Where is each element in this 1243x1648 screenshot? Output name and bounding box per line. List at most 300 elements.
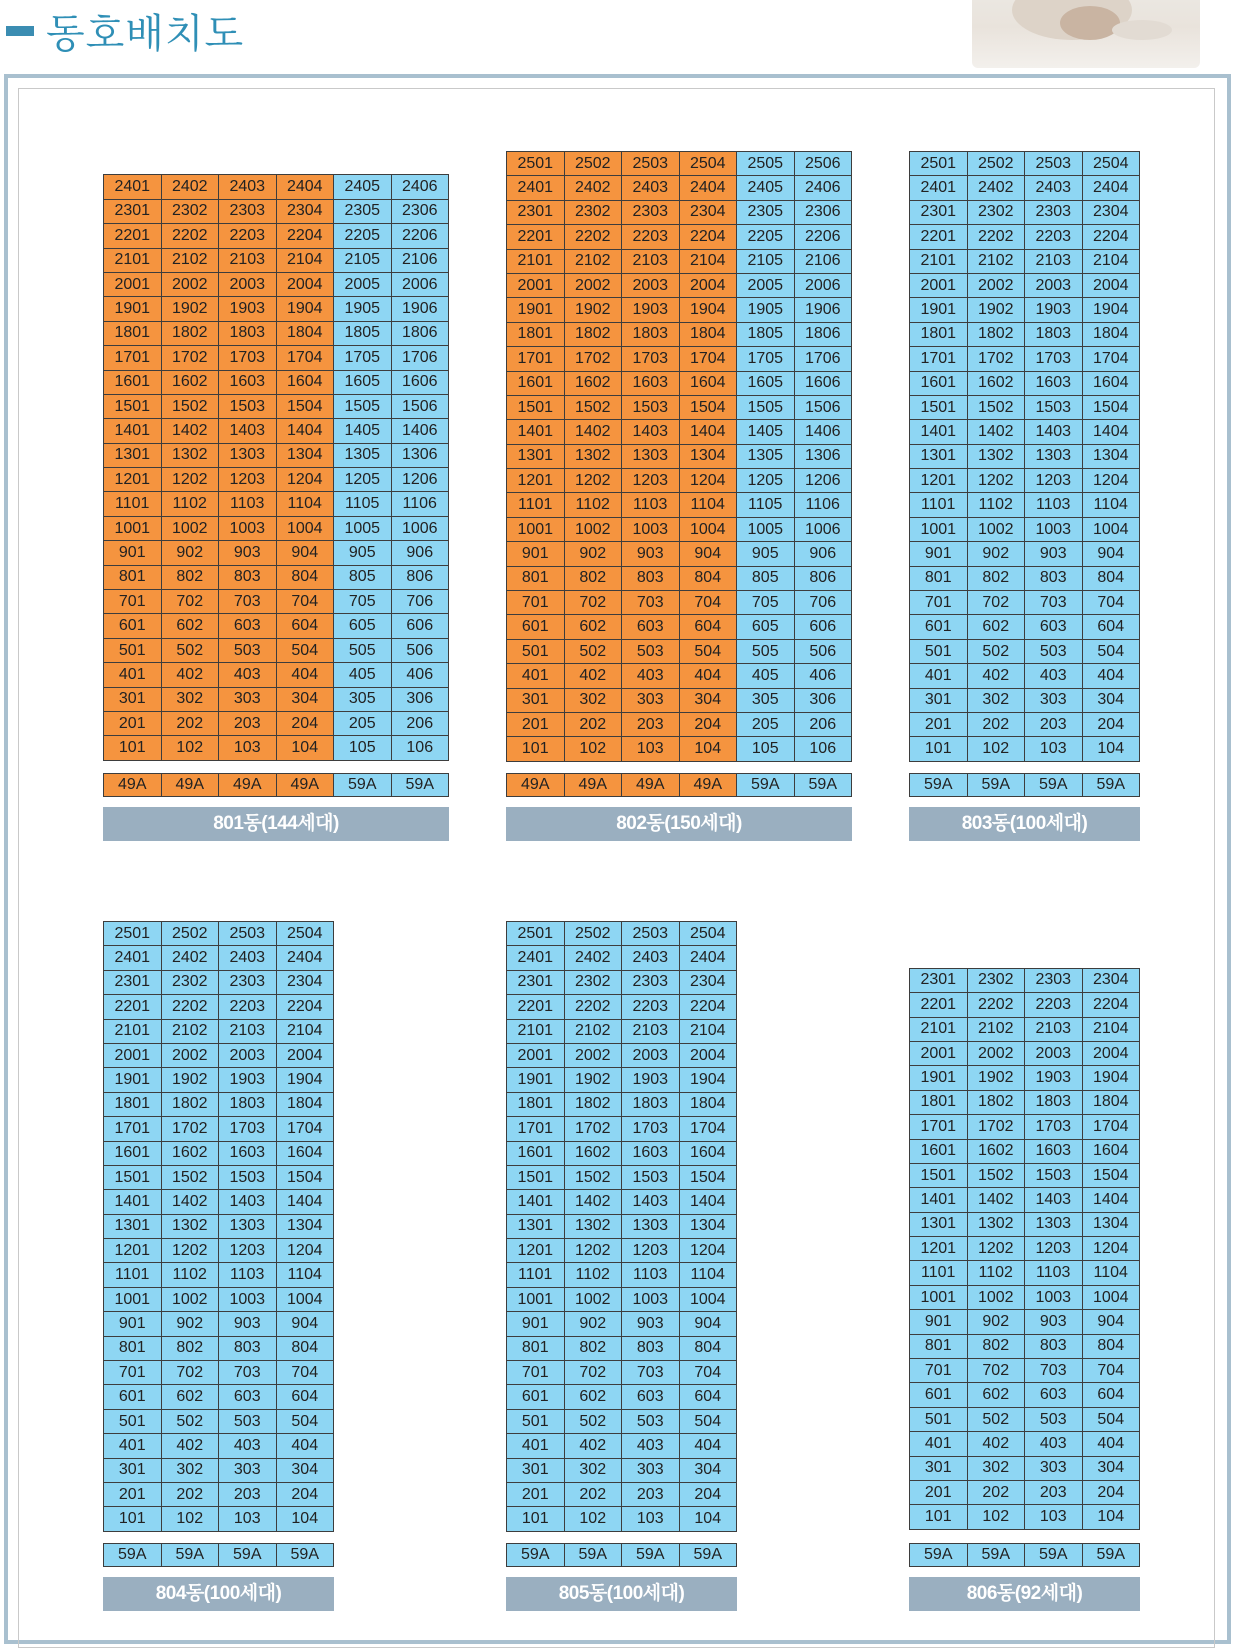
unit-cell: 303 bbox=[1025, 688, 1083, 712]
unit-cell: 802 bbox=[161, 1336, 219, 1360]
unit-cell: 1604 bbox=[1082, 1139, 1140, 1163]
unit-cell: 2004 bbox=[1082, 1041, 1140, 1065]
unit-cell: 1306 bbox=[794, 444, 852, 468]
unit-cell: 2402 bbox=[161, 175, 219, 199]
floor-row bbox=[910, 298, 1140, 322]
floor-row bbox=[910, 395, 1140, 419]
unit-cell: 1405 bbox=[737, 420, 795, 444]
unit-cell: 302 bbox=[161, 1458, 219, 1482]
unit-cell: 1702 bbox=[967, 1115, 1025, 1139]
unit-cell: 504 bbox=[1082, 639, 1140, 663]
unit-cell: 503 bbox=[622, 639, 680, 663]
unit-cell: 1104 bbox=[1082, 1261, 1140, 1285]
unit-cell: 406 bbox=[794, 664, 852, 688]
unit-cell: 1302 bbox=[967, 1212, 1025, 1236]
unit-cell: 503 bbox=[622, 1409, 680, 1433]
unit-cell: 1106 bbox=[794, 493, 852, 517]
unit-cell: 2405 bbox=[334, 175, 392, 199]
unit-cell: 1403 bbox=[219, 1190, 277, 1214]
floor-row bbox=[104, 1019, 334, 1043]
unit-cell: 1502 bbox=[967, 395, 1025, 419]
unit-cell: 2301 bbox=[104, 970, 162, 994]
unit-cell: 1501 bbox=[910, 1163, 968, 1187]
floor-row bbox=[507, 1458, 737, 1482]
unit-cell: 2201 bbox=[104, 224, 162, 248]
floor-row bbox=[104, 199, 449, 223]
unit-cell: 1401 bbox=[104, 1190, 162, 1214]
unit-grid bbox=[506, 921, 737, 1532]
unit-cell: 1801 bbox=[507, 1092, 565, 1116]
unit-cell: 406 bbox=[391, 663, 449, 687]
unit-type-cell: 59A bbox=[622, 1544, 680, 1567]
unit-cell: 1106 bbox=[391, 492, 449, 516]
unit-cell: 401 bbox=[910, 1432, 968, 1456]
unit-cell: 803 bbox=[1025, 566, 1083, 590]
floor-row bbox=[910, 1261, 1140, 1285]
unit-cell: 2301 bbox=[910, 200, 968, 224]
unit-cell: 706 bbox=[391, 590, 449, 614]
unit-cell: 802 bbox=[564, 566, 622, 590]
floor-row bbox=[910, 566, 1140, 590]
empty-cell bbox=[334, 151, 392, 175]
floor-row bbox=[507, 152, 852, 176]
unit-cell: 404 bbox=[1082, 664, 1140, 688]
unit-cell: 405 bbox=[334, 663, 392, 687]
unit-cell: 1704 bbox=[679, 347, 737, 371]
floor-row bbox=[910, 493, 1140, 517]
unit-cell: 701 bbox=[507, 591, 565, 615]
unit-type-cell: 49A bbox=[219, 774, 277, 797]
unit-cell: 206 bbox=[794, 712, 852, 736]
unit-cell: 904 bbox=[1082, 1310, 1140, 1334]
unit-cell: 2205 bbox=[334, 224, 392, 248]
unit-cell: 1301 bbox=[507, 1214, 565, 1238]
unit-cell: 1903 bbox=[1025, 1066, 1083, 1090]
unit-cell: 2403 bbox=[622, 946, 680, 970]
unit-cell: 1505 bbox=[737, 395, 795, 419]
unit-cell: 1801 bbox=[104, 321, 162, 345]
floor-row bbox=[104, 1239, 334, 1263]
floor-row bbox=[104, 272, 449, 296]
unit-cell: 2506 bbox=[794, 152, 852, 176]
unit-cell: 803 bbox=[622, 1336, 680, 1360]
unit-cell: 2302 bbox=[967, 200, 1025, 224]
unit-type-cell: 59A bbox=[564, 1544, 622, 1567]
unit-cell: 1204 bbox=[1082, 1237, 1140, 1261]
unit-cell: 1004 bbox=[276, 1287, 334, 1311]
unit-cell: 2005 bbox=[334, 272, 392, 296]
unit-cell: 2301 bbox=[507, 200, 565, 224]
unit-cell: 803 bbox=[219, 1336, 277, 1360]
unit-cell: 404 bbox=[1082, 1432, 1140, 1456]
floor-row bbox=[104, 1458, 334, 1482]
page-title: 동호배치도 bbox=[46, 11, 245, 57]
unit-cell: 2501 bbox=[910, 152, 968, 176]
unit-cell: 2401 bbox=[104, 946, 162, 970]
floor-row bbox=[507, 946, 737, 970]
unit-cell: 1804 bbox=[276, 321, 334, 345]
unit-cell: 2303 bbox=[219, 970, 277, 994]
unit-cell: 602 bbox=[161, 1385, 219, 1409]
floor-row bbox=[910, 347, 1140, 371]
unit-cell: 2104 bbox=[679, 249, 737, 273]
unit-cell: 1301 bbox=[910, 1212, 968, 1236]
unit-cell: 801 bbox=[104, 565, 162, 589]
title-marker bbox=[6, 26, 34, 36]
unit-cell: 1203 bbox=[219, 1239, 277, 1263]
unit-cell: 2104 bbox=[276, 1019, 334, 1043]
floor-row bbox=[910, 225, 1140, 249]
unit-cell: 203 bbox=[1025, 1480, 1083, 1504]
floor-row bbox=[104, 443, 449, 467]
unit-cell: 2304 bbox=[679, 200, 737, 224]
unit-cell: 806 bbox=[391, 565, 449, 589]
unit-cell: 1102 bbox=[564, 493, 622, 517]
unit-cell: 1306 bbox=[391, 443, 449, 467]
floor-row bbox=[507, 249, 852, 273]
unit-cell: 606 bbox=[794, 615, 852, 639]
unit-cell: 2302 bbox=[564, 200, 622, 224]
unit-cell: 1703 bbox=[622, 347, 680, 371]
unit-cell: 1704 bbox=[276, 1117, 334, 1141]
unit-cell: 1601 bbox=[507, 1141, 565, 1165]
floor-row bbox=[910, 517, 1140, 541]
unit-cell: 805 bbox=[334, 565, 392, 589]
unit-cell: 2505 bbox=[737, 152, 795, 176]
unit-cell: 1901 bbox=[104, 1068, 162, 1092]
unit-cell: 1406 bbox=[391, 419, 449, 443]
unit-cell: 704 bbox=[679, 591, 737, 615]
unit-cell: 204 bbox=[276, 711, 334, 735]
unit-cell: 1403 bbox=[622, 420, 680, 444]
floor-row bbox=[507, 1507, 737, 1531]
unit-cell: 2304 bbox=[679, 970, 737, 994]
unit-cell: 1201 bbox=[910, 1237, 968, 1261]
unit-cell: 104 bbox=[276, 736, 334, 760]
unit-cell: 2502 bbox=[564, 152, 622, 176]
unit-cell: 2203 bbox=[622, 995, 680, 1019]
unit-cell: 1003 bbox=[622, 517, 680, 541]
unit-cell: 1406 bbox=[794, 420, 852, 444]
unit-cell: 701 bbox=[507, 1361, 565, 1385]
unit-cell: 2206 bbox=[794, 225, 852, 249]
unit-cell: 404 bbox=[276, 1434, 334, 1458]
unit-cell: 1404 bbox=[276, 419, 334, 443]
unit-cell: 1803 bbox=[219, 321, 277, 345]
unit-cell: 1002 bbox=[967, 517, 1025, 541]
unit-cell: 2202 bbox=[564, 225, 622, 249]
unit-cell: 1902 bbox=[564, 1068, 622, 1092]
unit-cell: 402 bbox=[161, 663, 219, 687]
unit-cell: 2301 bbox=[507, 970, 565, 994]
unit-cell: 1903 bbox=[622, 298, 680, 322]
floor-row bbox=[507, 664, 852, 688]
unit-cell: 1705 bbox=[737, 347, 795, 371]
unit-type-cell: 59A bbox=[1082, 774, 1140, 797]
unit-cell: 2302 bbox=[161, 199, 219, 223]
unit-cell: 101 bbox=[507, 1507, 565, 1531]
unit-cell: 2304 bbox=[1082, 200, 1140, 224]
unit-cell: 2003 bbox=[1025, 273, 1083, 297]
floor-row bbox=[104, 1312, 334, 1336]
unit-cell: 801 bbox=[910, 1334, 968, 1358]
unit-cell: 701 bbox=[104, 1361, 162, 1385]
unit-cell: 2106 bbox=[794, 249, 852, 273]
unit-cell: 1602 bbox=[967, 1139, 1025, 1163]
unit-cell: 2401 bbox=[507, 946, 565, 970]
unit-cell: 1304 bbox=[1082, 1212, 1140, 1236]
unit-cell: 202 bbox=[161, 711, 219, 735]
unit-type-cell: 49A bbox=[679, 774, 737, 797]
unit-cell: 1104 bbox=[679, 493, 737, 517]
unit-cell: 1503 bbox=[1025, 395, 1083, 419]
unit-cell: 1004 bbox=[1082, 1285, 1140, 1309]
unit-type-cell: 49A bbox=[564, 774, 622, 797]
floor-row bbox=[104, 1361, 334, 1385]
unit-cell: 1602 bbox=[564, 371, 622, 395]
unit-cell: 2203 bbox=[219, 995, 277, 1019]
unit-cell: 2004 bbox=[276, 1043, 334, 1067]
unit-cell: 802 bbox=[161, 565, 219, 589]
unit-cell: 306 bbox=[794, 688, 852, 712]
unit-cell: 1104 bbox=[276, 1263, 334, 1287]
unit-cell: 601 bbox=[507, 615, 565, 639]
empty-cell bbox=[1082, 944, 1140, 968]
unit-cell: 103 bbox=[622, 1507, 680, 1531]
floor-row bbox=[910, 1212, 1140, 1236]
unit-cell: 606 bbox=[391, 614, 449, 638]
unit-cell: 1704 bbox=[1082, 1115, 1140, 1139]
unit-cell: 701 bbox=[910, 591, 968, 615]
unit-cell: 1004 bbox=[276, 516, 334, 540]
unit-cell: 504 bbox=[276, 638, 334, 662]
unit-cell: 1802 bbox=[161, 321, 219, 345]
floor-row bbox=[104, 224, 449, 248]
unit-cell: 2502 bbox=[161, 922, 219, 946]
unit-cell: 2304 bbox=[276, 970, 334, 994]
unit-cell: 1606 bbox=[794, 371, 852, 395]
unit-cell: 2504 bbox=[1082, 152, 1140, 176]
floor-row bbox=[507, 225, 852, 249]
floor-row bbox=[104, 1434, 334, 1458]
floor-row bbox=[507, 517, 852, 541]
unit-cell: 1701 bbox=[507, 347, 565, 371]
unit-cell: 2404 bbox=[276, 946, 334, 970]
unit-cell: 1401 bbox=[507, 420, 565, 444]
unit-cell: 902 bbox=[564, 1312, 622, 1336]
unit-cell: 502 bbox=[967, 639, 1025, 663]
unit-cell: 202 bbox=[161, 1482, 219, 1506]
unit-cell: 1804 bbox=[1082, 322, 1140, 346]
unit-cell: 1101 bbox=[910, 493, 968, 517]
unit-cell: 1404 bbox=[276, 1190, 334, 1214]
floor-row bbox=[104, 248, 449, 272]
unit-cell: 1401 bbox=[910, 420, 968, 444]
unit-cell: 1802 bbox=[967, 322, 1025, 346]
floor-row bbox=[507, 1482, 737, 1506]
unit-cell: 104 bbox=[1082, 737, 1140, 761]
floor-row bbox=[104, 663, 449, 687]
unit-cell: 2404 bbox=[679, 176, 737, 200]
unit-cell: 1001 bbox=[507, 517, 565, 541]
floor-row bbox=[104, 1507, 334, 1531]
unit-cell: 204 bbox=[1082, 712, 1140, 736]
floor-row bbox=[104, 1190, 334, 1214]
floor-row bbox=[104, 946, 334, 970]
unit-cell: 2003 bbox=[622, 273, 680, 297]
unit-cell: 1603 bbox=[1025, 371, 1083, 395]
floor-row bbox=[104, 922, 334, 946]
floor-row bbox=[104, 1043, 334, 1067]
floor-row bbox=[104, 297, 449, 321]
unit-cell: 704 bbox=[1082, 1359, 1140, 1383]
unit-cell: 1203 bbox=[1025, 469, 1083, 493]
unit-cell: 2401 bbox=[104, 175, 162, 199]
unit-cell: 502 bbox=[161, 1409, 219, 1433]
unit-cell: 2202 bbox=[967, 993, 1025, 1017]
unit-cell: 803 bbox=[1025, 1334, 1083, 1358]
floor-row bbox=[507, 1043, 737, 1067]
unit-cell: 705 bbox=[737, 591, 795, 615]
unit-cell: 1405 bbox=[334, 419, 392, 443]
unit-cell: 403 bbox=[622, 664, 680, 688]
unit-cell: 1602 bbox=[161, 370, 219, 394]
unit-cell: 501 bbox=[507, 1409, 565, 1433]
empty-cell bbox=[1025, 921, 1083, 944]
floor-row bbox=[104, 1214, 334, 1238]
floor-row bbox=[507, 1141, 737, 1165]
unit-cell: 2103 bbox=[219, 248, 277, 272]
unit-cell: 601 bbox=[910, 1383, 968, 1407]
unit-cell: 302 bbox=[564, 688, 622, 712]
unit-cell: 301 bbox=[507, 1458, 565, 1482]
unit-cell: 2504 bbox=[679, 922, 737, 946]
building-label: 806동(92세대) bbox=[909, 1577, 1140, 1611]
unit-cell: 904 bbox=[1082, 542, 1140, 566]
unit-type-cell: 59A bbox=[276, 1544, 334, 1567]
unit-cell: 304 bbox=[1082, 1456, 1140, 1480]
unit-cell: 1701 bbox=[104, 1117, 162, 1141]
unit-cell: 305 bbox=[737, 688, 795, 712]
floor-row bbox=[910, 200, 1140, 224]
unit-cell: 303 bbox=[219, 1458, 277, 1482]
unit-type-cell: 59A bbox=[679, 1544, 737, 1567]
unit-cell: 603 bbox=[622, 1385, 680, 1409]
floor-row bbox=[910, 1115, 1140, 1139]
floor-row bbox=[910, 615, 1140, 639]
floor-row bbox=[910, 444, 1140, 468]
building-803 bbox=[909, 151, 1140, 834]
floor-row bbox=[910, 1163, 1140, 1187]
unit-cell: 2106 bbox=[391, 248, 449, 272]
floor-row bbox=[104, 995, 334, 1019]
floor-row bbox=[507, 395, 852, 419]
floor-row bbox=[910, 921, 1140, 944]
unit-type-row bbox=[506, 1543, 737, 1567]
unit-cell: 604 bbox=[276, 1385, 334, 1409]
unit-cell: 1404 bbox=[1082, 1188, 1140, 1212]
building-label: 802동(150세대) bbox=[506, 807, 852, 841]
unit-cell: 801 bbox=[104, 1336, 162, 1360]
unit-cell: 1002 bbox=[564, 1287, 622, 1311]
unit-cell: 1304 bbox=[679, 444, 737, 468]
unit-cell: 302 bbox=[161, 687, 219, 711]
floor-row bbox=[910, 968, 1140, 992]
unit-cell: 2204 bbox=[679, 225, 737, 249]
unit-cell: 1002 bbox=[161, 1287, 219, 1311]
unit-cell: 1802 bbox=[967, 1090, 1025, 1114]
unit-cell: 2001 bbox=[507, 273, 565, 297]
unit-cell: 1103 bbox=[1025, 493, 1083, 517]
unit-cell: 2503 bbox=[1025, 152, 1083, 176]
unit-cell: 502 bbox=[161, 638, 219, 662]
unit-cell: 2001 bbox=[507, 1043, 565, 1067]
unit-cell: 201 bbox=[104, 711, 162, 735]
unit-cell: 2206 bbox=[391, 224, 449, 248]
unit-cell: 1702 bbox=[161, 346, 219, 370]
unit-cell: 403 bbox=[622, 1434, 680, 1458]
unit-cell: 1706 bbox=[391, 346, 449, 370]
unit-cell: 2201 bbox=[507, 225, 565, 249]
unit-cell: 304 bbox=[679, 1458, 737, 1482]
unit-cell: 401 bbox=[507, 1434, 565, 1458]
unit-type-cell: 49A bbox=[161, 774, 219, 797]
floor-row bbox=[507, 420, 852, 444]
unit-cell: 501 bbox=[507, 639, 565, 663]
unit-cell: 1403 bbox=[219, 419, 277, 443]
unit-cell: 402 bbox=[564, 1434, 622, 1458]
floor-row bbox=[507, 1385, 737, 1409]
unit-cell: 903 bbox=[219, 1312, 277, 1336]
unit-cell: 1304 bbox=[276, 1214, 334, 1238]
unit-cell: 2302 bbox=[564, 970, 622, 994]
floor-row bbox=[104, 1141, 334, 1165]
unit-cell: 1301 bbox=[910, 444, 968, 468]
unit-cell: 805 bbox=[737, 566, 795, 590]
unit-cell: 2103 bbox=[622, 249, 680, 273]
building-label: 803동(100세대) bbox=[909, 807, 1140, 841]
floor-row bbox=[104, 541, 449, 565]
unit-type-cell: 49A bbox=[507, 774, 565, 797]
unit-cell: 1901 bbox=[104, 297, 162, 321]
floor-row bbox=[507, 1117, 737, 1141]
unit-type-cell: 59A bbox=[1025, 774, 1083, 797]
floor-row bbox=[104, 590, 449, 614]
unit-cell: 1305 bbox=[334, 443, 392, 467]
unit-cell: 1501 bbox=[507, 395, 565, 419]
unit-cell: 806 bbox=[794, 566, 852, 590]
unit-cell: 802 bbox=[967, 566, 1025, 590]
unit-cell: 1404 bbox=[679, 420, 737, 444]
unit-cell: 1702 bbox=[564, 1117, 622, 1141]
unit-cell: 1601 bbox=[104, 370, 162, 394]
unit-cell: 1904 bbox=[276, 297, 334, 321]
unit-cell: 2503 bbox=[622, 152, 680, 176]
unit-cell: 501 bbox=[104, 1409, 162, 1433]
unit-cell: 1303 bbox=[1025, 1212, 1083, 1236]
unit-cell: 702 bbox=[967, 591, 1025, 615]
floor-row bbox=[104, 175, 449, 199]
unit-cell: 1303 bbox=[1025, 444, 1083, 468]
unit-cell: 901 bbox=[104, 1312, 162, 1336]
unit-cell: 1701 bbox=[910, 1115, 968, 1139]
unit-cell: 1401 bbox=[910, 1188, 968, 1212]
unit-cell: 2002 bbox=[967, 1041, 1025, 1065]
unit-cell: 404 bbox=[679, 1434, 737, 1458]
unit-grid bbox=[103, 921, 334, 1532]
floor-row bbox=[910, 1090, 1140, 1114]
unit-cell: 301 bbox=[910, 1456, 968, 1480]
